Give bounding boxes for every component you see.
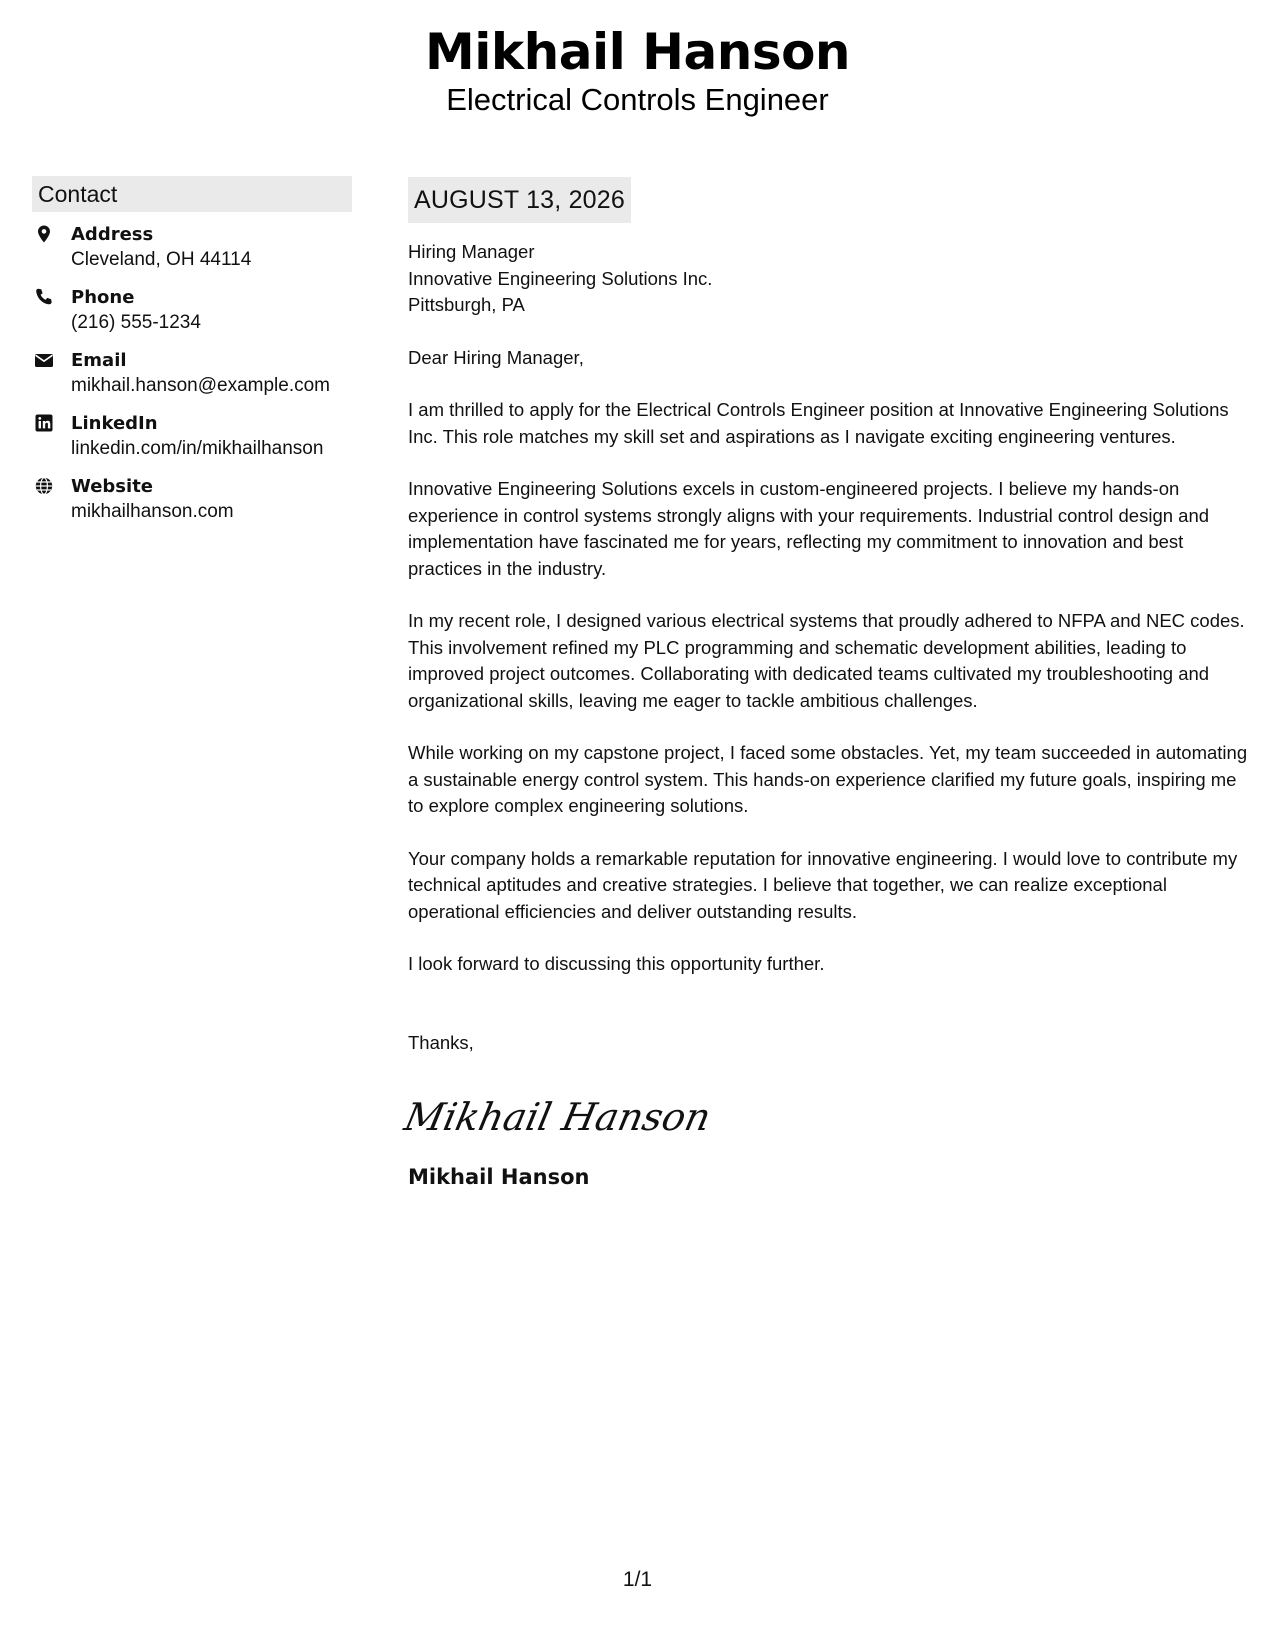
contact-heading: Contact bbox=[32, 176, 352, 212]
page-number: 1/1 bbox=[622, 1568, 653, 1591]
contact-item-website bbox=[32, 474, 352, 524]
handwritten-signature bbox=[400, 1086, 1248, 1146]
contact-value: (216) 555-1234 bbox=[71, 312, 201, 333]
signature-text: Mikhail Hanson bbox=[400, 1095, 715, 1140]
map-pin-icon bbox=[34, 224, 54, 244]
contact-item-phone bbox=[32, 285, 352, 335]
closing: Thanks, bbox=[408, 1031, 474, 1053]
contact-label: LinkedIn bbox=[71, 413, 158, 434]
contact-item-email bbox=[32, 348, 352, 398]
body-paragraph: I look forward to discussing this opportunity further. bbox=[408, 953, 825, 974]
body-paragraph: In my recent role, I designed various electrical systems that proudly adhered to NFPA and NEC codes. This involvement refined my PLC programming and schematic development abilities, leading to improved project outcomes. Collaborating with dedicated teams cultivated my troubleshooting and organizational skills, leaving me eager to tackle ambitious challenges. bbox=[408, 610, 1245, 711]
contact-label: Email bbox=[71, 350, 127, 371]
applicant-title: Electrical Controls Engineer bbox=[446, 82, 829, 117]
globe-icon bbox=[34, 476, 54, 496]
letter-header bbox=[0, 22, 1275, 118]
envelope-icon bbox=[34, 350, 54, 370]
phone-icon bbox=[34, 287, 54, 307]
contact-label: Address bbox=[71, 224, 154, 245]
contact-list bbox=[32, 222, 352, 524]
body-paragraph: Innovative Engineering Solutions excels in custom-engineered projects. I believe my hands-on experience in control systems strongly aligns with your requirements. Industrial control design and implementation have fascinated me for years, reflecting my commitment to innovation and best practices in the industry. bbox=[408, 478, 1210, 579]
letter-body bbox=[400, 177, 1248, 1192]
body-paragraph: I am thrilled to apply for the Electrical Controls Engineer position at Innovative Engineering Solutions Inc. This role matches my skill set and aspirations as I navigate exciting engineering ventures. bbox=[408, 399, 1229, 447]
contact-value: Cleveland, OH 44114 bbox=[71, 249, 252, 270]
recipient-block bbox=[408, 239, 1248, 319]
recipient-line: Pittsburgh, PA bbox=[408, 294, 525, 315]
contact-value: mikhailhanson.com bbox=[71, 501, 234, 522]
linkedin-icon bbox=[34, 413, 54, 433]
contact-item-address bbox=[32, 222, 352, 272]
contact-item-linkedin bbox=[32, 411, 352, 461]
contact-label: Phone bbox=[71, 287, 135, 308]
contact-value: linkedin.com/in/mikhailhanson bbox=[71, 438, 324, 459]
signed-name: Mikhail Hanson bbox=[408, 1165, 590, 1189]
body-paragraph: Your company holds a remarkable reputation for innovative engineering. I would love to contribute my technical aptitudes and creative strategies. I believe that together, we can realize exceptional operational efficiencies and deliver outstanding results. bbox=[408, 847, 1238, 922]
contact-value: mikhail.hanson@example.com bbox=[71, 375, 331, 396]
contact-label: Website bbox=[71, 476, 154, 497]
applicant-name: Mikhail Hanson bbox=[424, 23, 851, 81]
contact-sidebar bbox=[32, 176, 352, 537]
body-paragraph: While working on my capstone project, I faced some obstacles. Yet, my team succeeded in automating a sustainable energy control system. This hands-on experience clarified my future goals, inspiring me to explore complex engineering solutions. bbox=[408, 742, 1248, 816]
recipient-line: Hiring Manager bbox=[408, 241, 535, 262]
recipient-line: Innovative Engineering Solutions Inc. bbox=[408, 267, 713, 289]
greeting: Dear Hiring Manager, bbox=[408, 346, 584, 368]
letter-date: AUGUST 13, 2026 bbox=[408, 177, 631, 223]
